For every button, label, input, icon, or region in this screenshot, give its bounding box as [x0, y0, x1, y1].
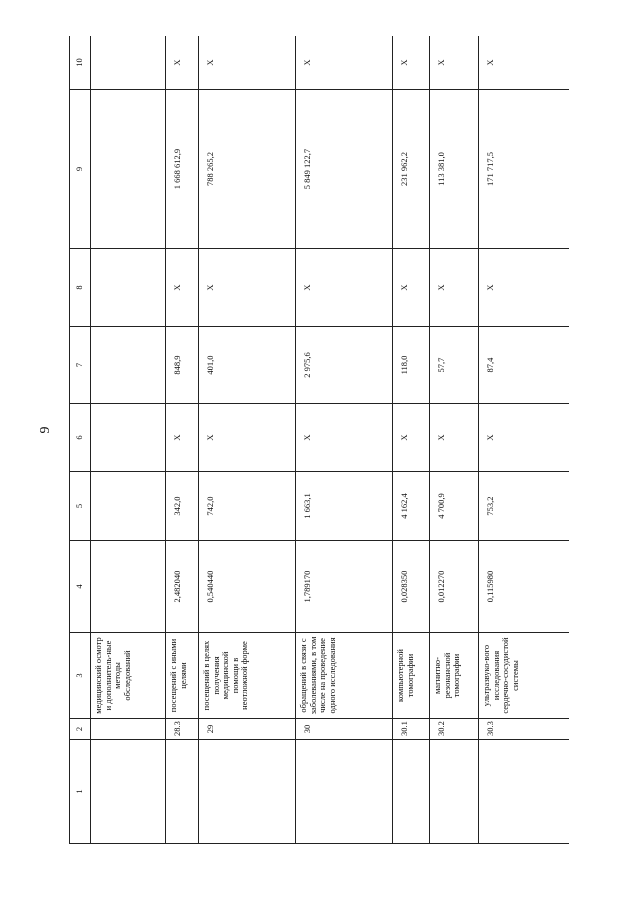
table-cell [91, 404, 166, 472]
table-cell: 30.2 [430, 719, 479, 740]
table-cell: 342,0 [166, 472, 199, 541]
table-cell: 30.3 [479, 719, 570, 740]
table-row [296, 36, 393, 844]
table-row [479, 36, 570, 844]
data-table [69, 36, 569, 844]
table-cell [91, 719, 166, 740]
table-cell: Х [199, 404, 296, 472]
header-cell: 3 [70, 633, 91, 719]
header-cell: 7 [70, 327, 91, 404]
rotated-table-area [69, 36, 569, 844]
table-cell: 1,789170 [296, 541, 393, 633]
table-cell: Х [479, 36, 570, 90]
table-row [199, 36, 296, 844]
table-cell: 1 668 612,9 [166, 90, 199, 249]
header-cell: 8 [70, 249, 91, 327]
table-cell: 5 849 122,7 [296, 90, 393, 249]
table-cell: Х [166, 249, 199, 327]
table-cell [91, 472, 166, 541]
table-cell [91, 327, 166, 404]
table-cell: 29 [199, 719, 296, 740]
table-cell: Х [393, 36, 430, 90]
table-cell: 788 265,2 [199, 90, 296, 249]
table-cell: 753,2 [479, 472, 570, 541]
table-cell: 401,0 [199, 327, 296, 404]
table-cell: Х [199, 36, 296, 90]
table-cell: 30.1 [393, 719, 430, 740]
table-cell: Х [430, 36, 479, 90]
header-cell: 2 [70, 719, 91, 740]
table-cell: Х [296, 249, 393, 327]
table-cell [166, 740, 199, 844]
table-cell: Х [393, 249, 430, 327]
table-cell [199, 740, 296, 844]
table-cell: посещений в целях получения медицинской помощи в неотложной форме [199, 633, 296, 719]
table-cell [479, 740, 570, 844]
header-cell: 4 [70, 541, 91, 633]
table-cell [91, 740, 166, 844]
table-cell [91, 90, 166, 249]
table-row [430, 36, 479, 844]
table-cell: 113 381,0 [430, 90, 479, 249]
table-cell: магнитно-резонансной томографии [430, 633, 479, 719]
table-cell: 28.3 [166, 719, 199, 740]
table-cell: 4 700,9 [430, 472, 479, 541]
table-cell [430, 740, 479, 844]
table-header-row [70, 36, 91, 844]
table-cell: 87,4 [479, 327, 570, 404]
header-cell: 9 [70, 90, 91, 249]
table-cell [91, 249, 166, 327]
table-cell: Х [199, 249, 296, 327]
table-cell: Х [479, 249, 570, 327]
table-cell: 57,7 [430, 327, 479, 404]
table-cell: 848,9 [166, 327, 199, 404]
table-cell: компьютерной томографии [393, 633, 430, 719]
table-cell: 0,012270 [430, 541, 479, 633]
table-cell: 2,482040 [166, 541, 199, 633]
table-cell: 231 962,2 [393, 90, 430, 249]
page-number: 9 [38, 426, 53, 434]
table-row [393, 36, 430, 844]
header-cell: 1 [70, 740, 91, 844]
table-cell: 742,0 [199, 472, 296, 541]
table-cell [91, 541, 166, 633]
header-cell: 6 [70, 404, 91, 472]
header-cell: 10 [70, 36, 91, 90]
table-cell: Х [430, 249, 479, 327]
table-row [91, 36, 166, 844]
table-row [166, 36, 199, 844]
table-cell: Х [430, 404, 479, 472]
table-cell: Х [166, 404, 199, 472]
table-cell: 4 162,4 [393, 472, 430, 541]
table-cell: Х [393, 404, 430, 472]
table-cell: 118,0 [393, 327, 430, 404]
table-cell: Х [479, 404, 570, 472]
table-cell [296, 740, 393, 844]
table-cell [393, 740, 430, 844]
table-cell: 0,028350 [393, 541, 430, 633]
table-cell: 0,540440 [199, 541, 296, 633]
table-cell: 0,115980 [479, 541, 570, 633]
table-cell: посещений с иными целями [166, 633, 199, 719]
table-cell: 30 [296, 719, 393, 740]
table-cell: медицинский осмотр и дополнитель-ные методы обследований [91, 633, 166, 719]
table-cell: Х [296, 36, 393, 90]
table-cell: ультразвуко-вого исследования сердечно-сосудистой системы [479, 633, 570, 719]
header-cell: 5 [70, 472, 91, 541]
table-cell: 1 663,1 [296, 472, 393, 541]
table-cell: Х [166, 36, 199, 90]
table-cell [91, 36, 166, 90]
table-cell: 2 975,6 [296, 327, 393, 404]
table-cell: Х [296, 404, 393, 472]
table-cell: обращений в связи с заболеваниями, в том числе на проведение одного исследования [296, 633, 393, 719]
table-cell: 171 717,5 [479, 90, 570, 249]
